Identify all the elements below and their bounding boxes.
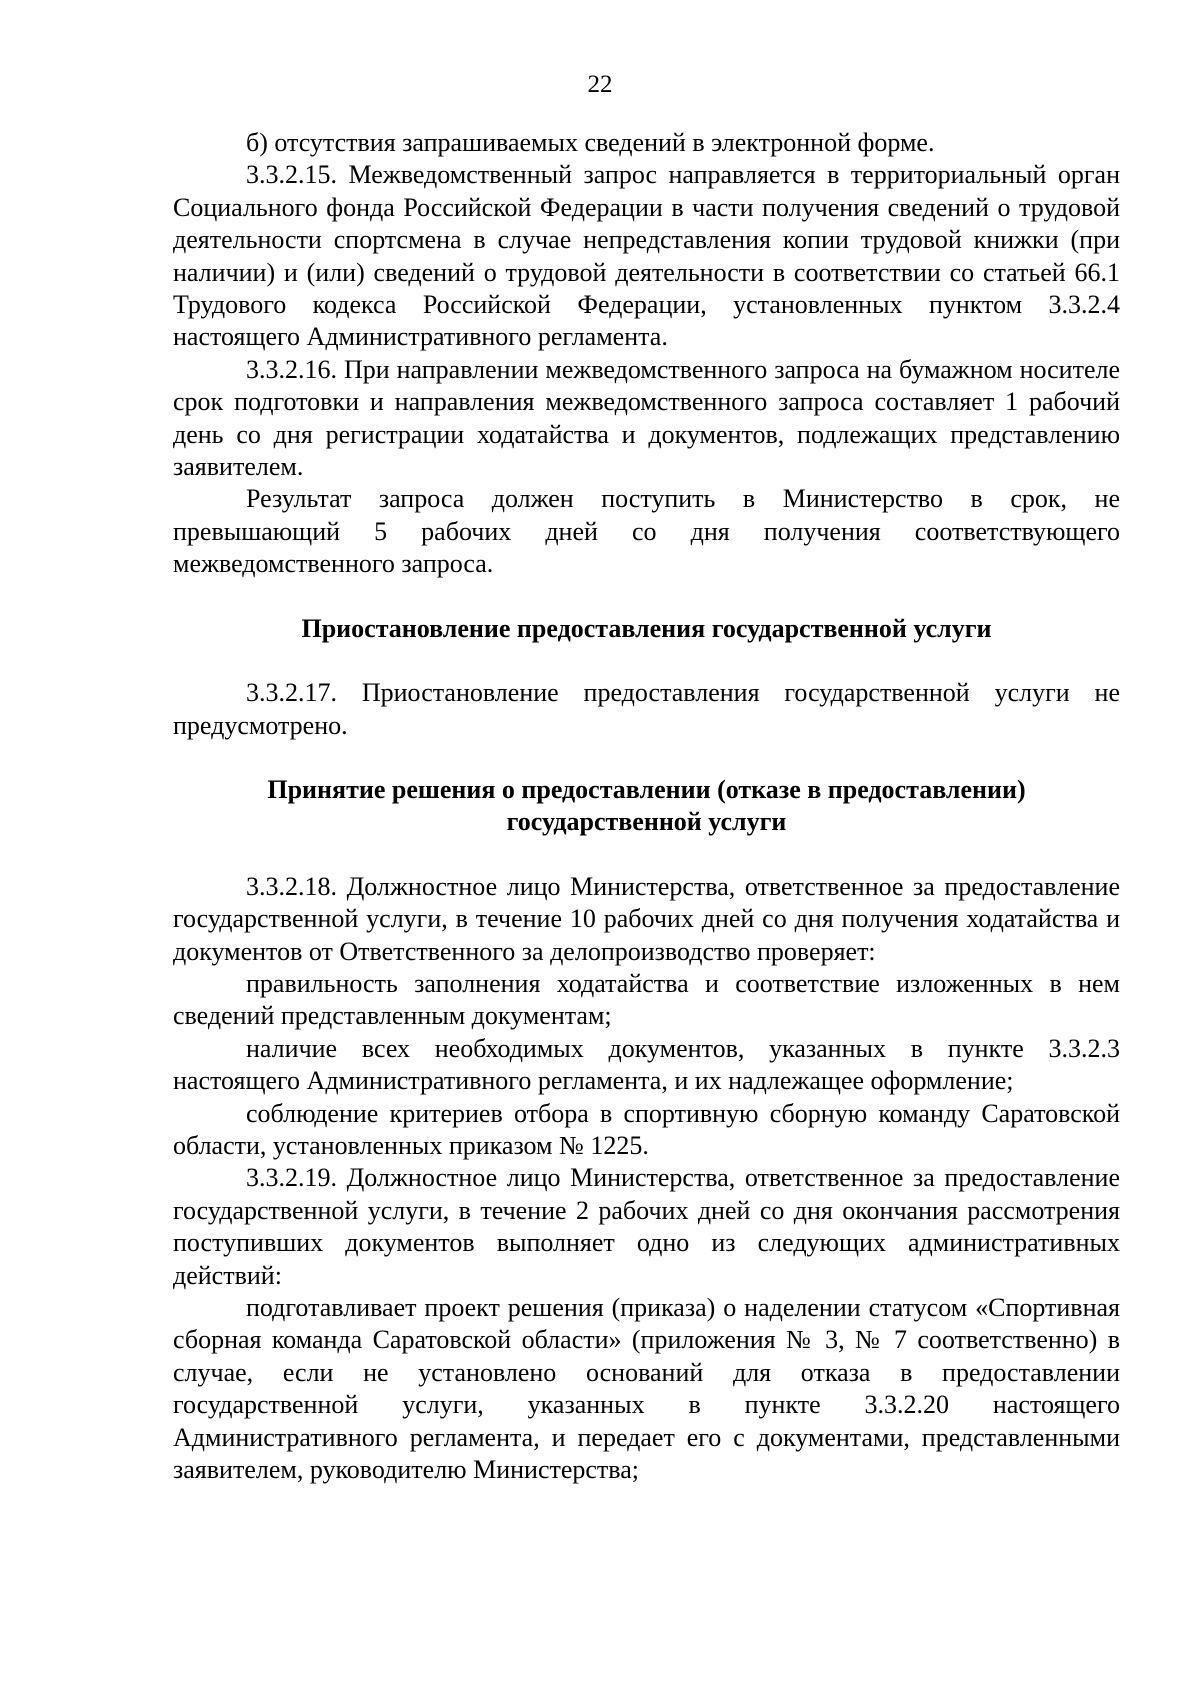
section-heading-decision-line1: Принятие решения о предоставлении (отказе в предоставлении)	[267, 774, 1026, 804]
paragraph-check-criteria: соблюдение критериев отбора в спортивную сборную команду Саратовской области, установленных приказом № 1225.	[173, 1098, 1120, 1160]
section-heading-decision-line2: государственной услуги	[506, 807, 787, 837]
paragraph-3-3-2-18: 3.3.2.18. Должностное лицо Министерства, ответственное за предоставление государственной услуги, в течение 10 рабочих дней со дня получения ходатайства и документов от Ответственного за делопроизводство проверяет:	[173, 871, 1120, 966]
section-heading-decision	[173, 774, 1120, 839]
paragraph-check-filling: правильность заполнения ходатайства и соответствие изложенных в нем сведений представленным документам;	[173, 968, 1120, 1031]
paragraph-request-result: Результат запроса должен поступить в Министерство в срок, не превышающий 5 рабочих дней со дня получения соответствующего межведомственного запроса.	[173, 484, 1120, 579]
paragraph-3-3-2-16: 3.3.2.16. При направлении межведомственного запроса на бумажном носителе срок подготовки и направления межведомственного запроса составляет 1 рабочий день со дня регистрации ходатайства и документов, подлежащих представлению заявителем.	[173, 354, 1120, 482]
document-body	[173, 127, 1120, 1486]
paragraph-3-3-2-15: 3.3.2.15. Межведомственный запрос направляется в территориальный орган Социального фонда Российской Федерации в части получения сведений о трудовой деятельности спортсмена в случае непредставления копии трудовой книжки (при наличии) и (или) сведений о трудовой деятельности в соответствии со статьей 66.1 Трудового кодекса Российской Федерации, установленных пунктом 3.3.2.4 настоящего Административного регламента.	[173, 160, 1120, 352]
paragraph-b-absence: б) отсутствия запрашиваемых сведений в электронной форме.	[246, 128, 935, 157]
paragraph-3-3-2-17: 3.3.2.17. Приостановление предоставления государственной услуги не предусмотрено.	[173, 678, 1120, 740]
section-heading-suspension: Приостановление предоставления государственной услуги	[301, 613, 992, 643]
paragraph-prepare-draft: подготавливает проект решения (приказа) о наделении статусом «Спортивная сборная команда Саратовской области» (приложения № 3, № 7 соответственно) в случае, если не установлено оснований для отказа в предоставлении государственной услуги, указанных в пункте 3.3.2.20 настоящего Административного регламента, и передает его с документами, представленными заявителем, руководителю Министерства;	[173, 1293, 1120, 1485]
paragraph-check-documents: наличие всех необходимых документов, указанных в пункте 3.3.2.3 настоящего Административного регламента, и их надлежащее оформление;	[173, 1033, 1120, 1096]
paragraph-3-3-2-19: 3.3.2.19. Должностное лицо Министерства, ответственное за предоставление государственной услуги, в течение 2 рабочих дней со дня окончания рассмотрения поступивших документов выполняет одно из следующих административных действий:	[173, 1163, 1120, 1290]
page-number: 22	[587, 71, 613, 98]
